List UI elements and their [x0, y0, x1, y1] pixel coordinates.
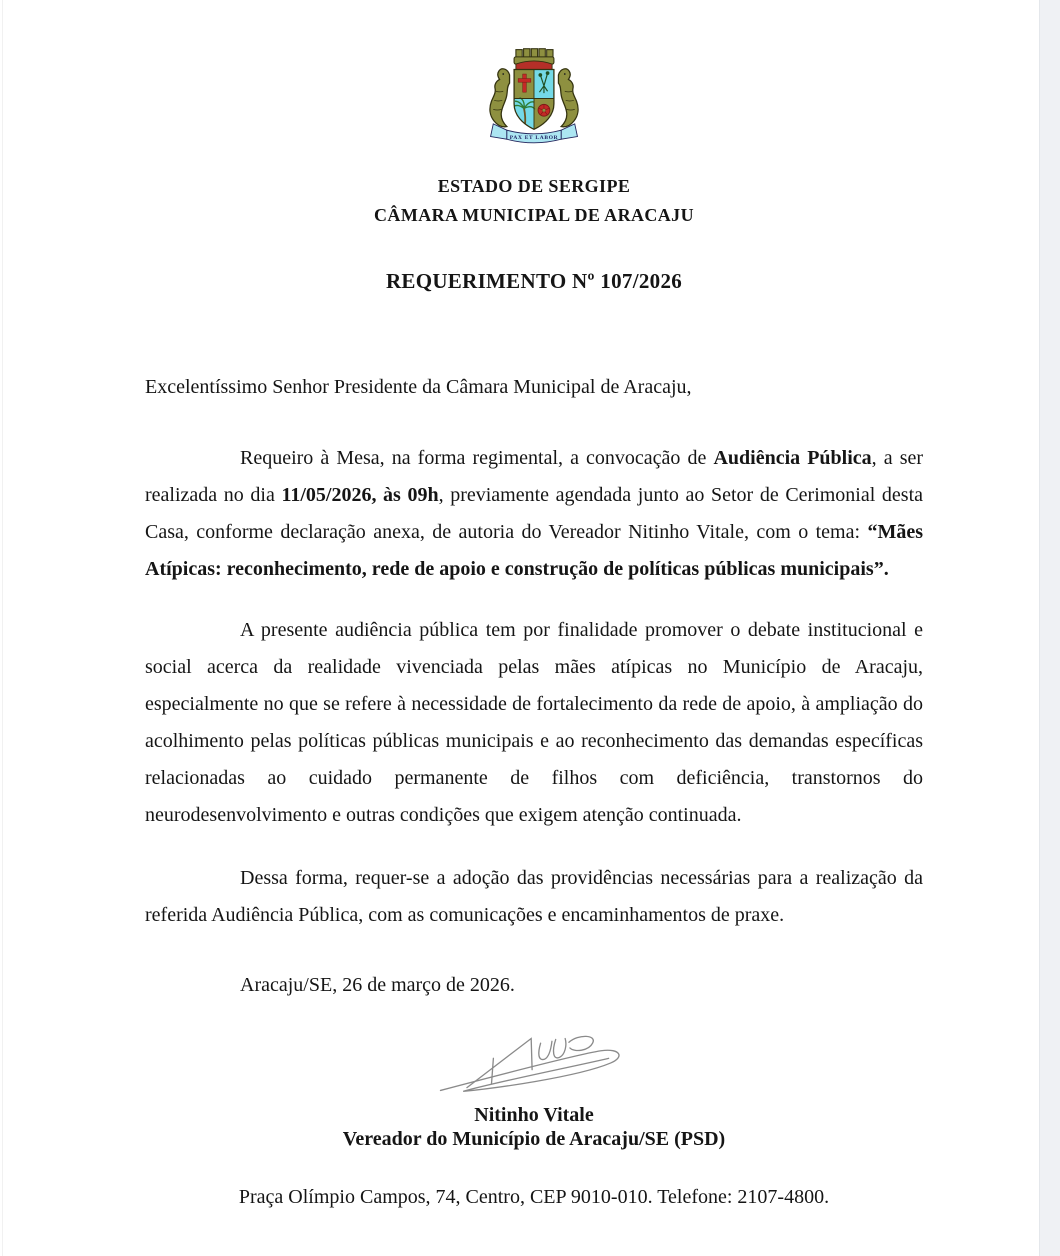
header-state-line: ESTADO DE SERGIPE	[437, 176, 631, 196]
paragraph-purpose: A presente audiência pública tem por finalidade promover o debate institucional e social acerca da realidade vivenciada pelas mães atípicas no Município de Aracaju, especialmente no que se refere à necessidade de fortalecimento da rede de apoio, à ampliação do acolhimento pelas políticas públicas municipais e ao reconhecimento das demandas específicas relacionadas ao cuidado permanente de filhos com deficiência, transtornos do neurodesenvolvimento e outras condições que exigem atenção continuada.	[145, 619, 923, 826]
crest-motto-text: PAX ET LABOR	[509, 134, 559, 141]
signature-block	[145, 1030, 923, 1151]
date-line: Aracaju/SE, 26 de março de 2026.	[240, 974, 515, 996]
crest-seahorse-right	[558, 69, 578, 127]
paragraph-closing: Dessa forma, requer-se a adoção das providências necessárias para a realização da referida Audiência Pública, com as comunicações e encaminhamentos de praxe.	[145, 867, 923, 926]
viewer-background-strip	[1039, 0, 1060, 1256]
crest-seahorse-left	[490, 69, 510, 127]
paragraph-request: Requeiro à Mesa, na forma regimental, a convocação de Audiência Pública, a ser realizada no dia 11/05/2026, às 09h, previamente agendada junto ao Setor de Cerimonial desta Casa, conforme declaração anexa, de autoria do Vereador Nitinho Vitale, com o tema: “Mães Atípicas: reconhecimento, rede de apoio e construção de políticas públicas municipais”.	[145, 447, 924, 580]
footer-address: Praça Olímpio Campos, 74, Centro, CEP 9010-010. Telefone: 2107-4800.	[238, 1186, 830, 1208]
crest-rose-charge	[538, 104, 550, 116]
document-title: REQUERIMENTO Nº 107/2026	[385, 269, 683, 293]
signer-role: Vereador do Município de Aracaju/SE (PSD)	[342, 1128, 726, 1150]
handwritten-signature-icon	[434, 1030, 634, 1098]
crest-container	[145, 0, 923, 156]
salutation-line: Excelentíssimo Senhor Presidente da Câmara Municipal de Aracaju,	[145, 376, 692, 398]
header-chamber-line: CÂMARA MUNICIPAL DE ARACAJU	[374, 205, 694, 225]
aracaju-coat-of-arms-icon	[484, 46, 584, 151]
page-left-edge-divider	[2, 0, 3, 1256]
document-header	[145, 172, 923, 230]
signer-name: Nitinho Vitale	[474, 1104, 594, 1126]
